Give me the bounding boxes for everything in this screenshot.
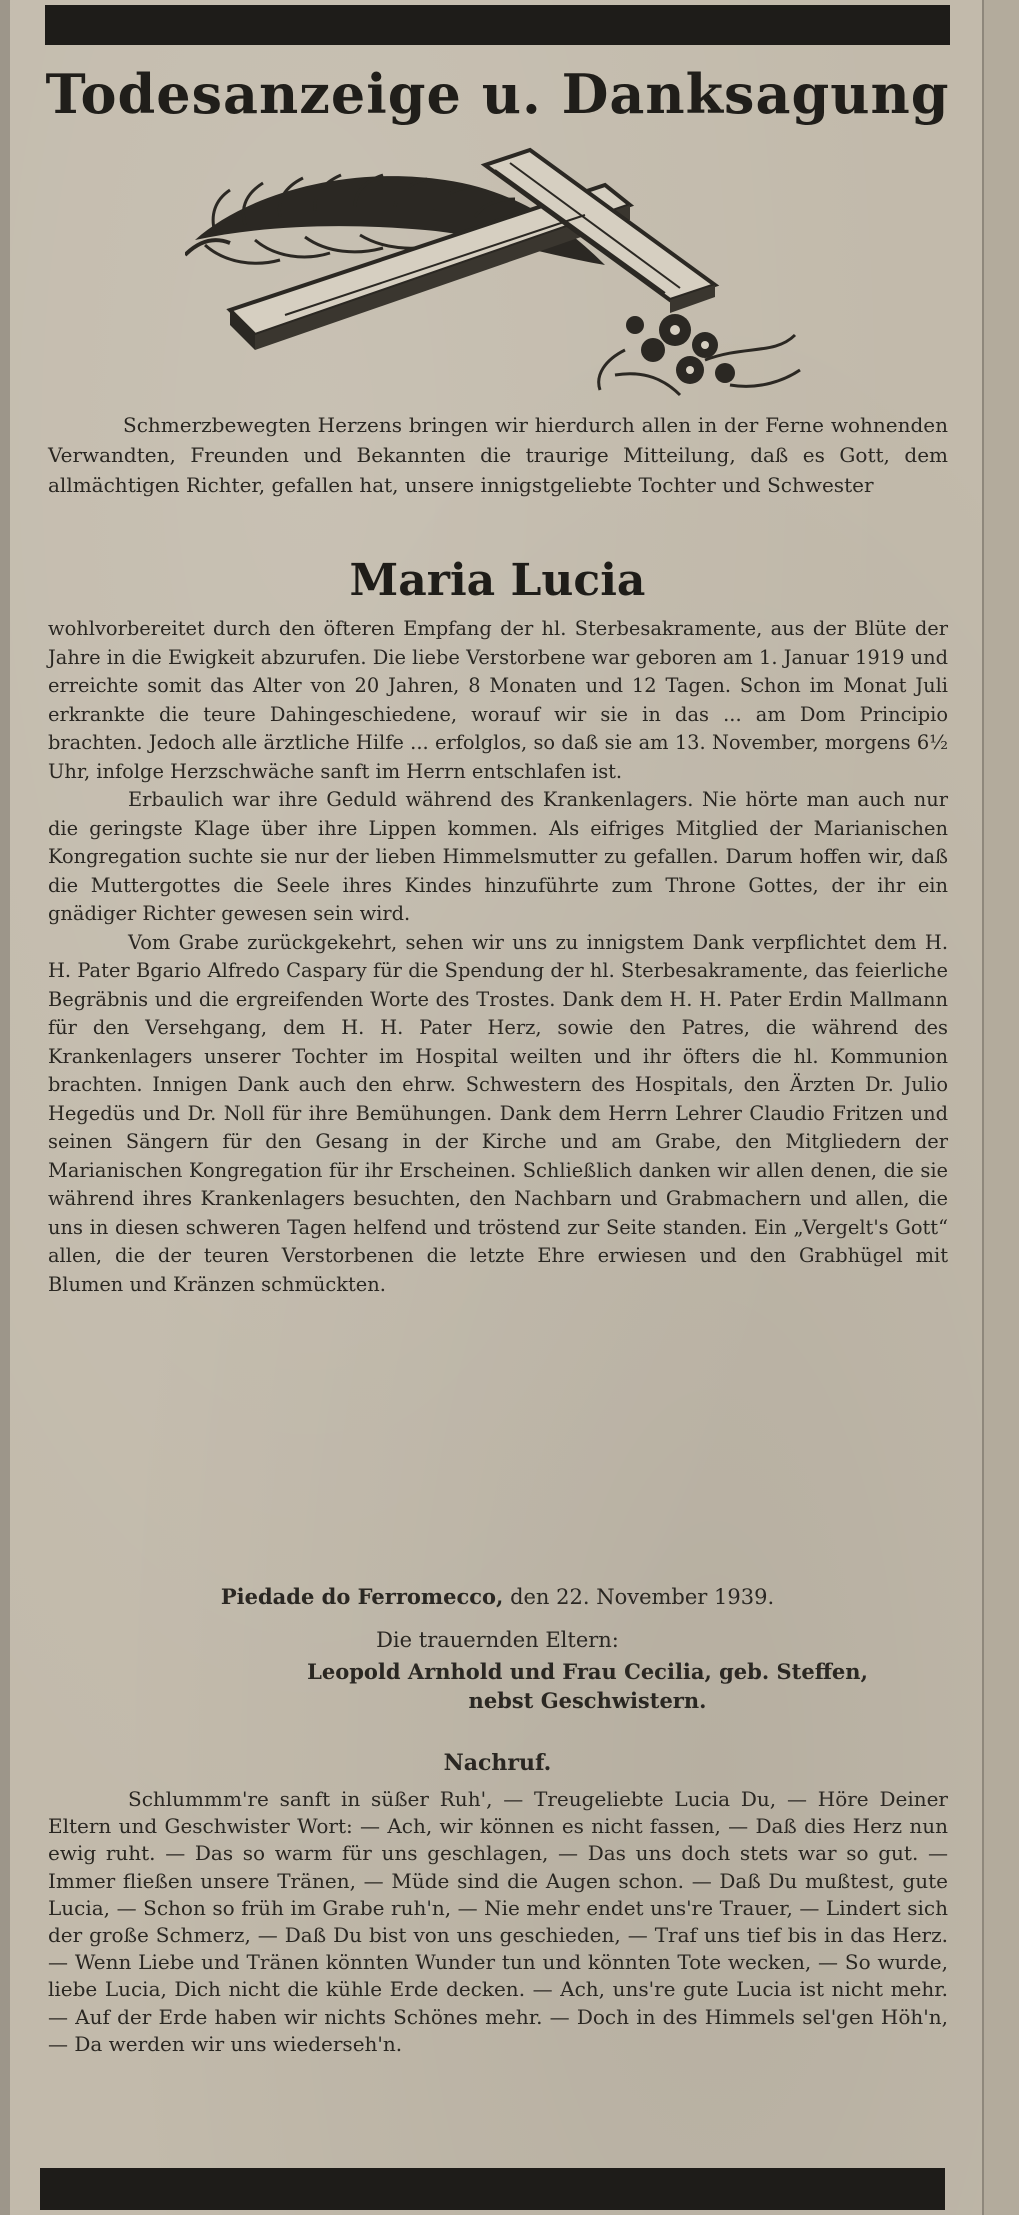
intro-paragraph: Schmerzbewegten Herzens bringen wir hierdurch allen in der Ferne wohnenden Verwandten, Freunden und Bekannten die traurige Mitteilung, daß es Gott, dem allmächtigen Richter, gefallen hat, unsere innigstgeliebte Tochter und Schwester xyxy=(48,413,948,497)
adjacent-column-edge xyxy=(982,0,1019,2215)
bottom-border-rule xyxy=(40,2168,945,2210)
cross-palm-icon xyxy=(185,145,825,400)
body-paragraph-1: wohlvorbereitet durch den öfteren Empfang der hl. Sterbesakramente, aus der Blüte der Jahre in die Ewigkeit abzurufen. Die liebe Verstorbene war geboren am 1. Januar 1919 und erreichte somit das Alter von 20 Jahren, 8 Monaten und 12 Tagen. Schon im Monat Juli erkrankte die teure Dahingeschiedene, worauf wir sie in das ... am Dom Principio brachten. Jedoch alle ärztliche Hilfe ... erfolglos, so daß sie am 13. November, morgens 6½ Uhr, infolge Herzschwäche sanft im Herrn entschlafen ist. xyxy=(48,617,948,783)
parents-block xyxy=(45,1657,950,1715)
headline: Todesanzeige u. Danksagung xyxy=(45,62,950,126)
date: den 22. November 1939. xyxy=(510,1585,775,1609)
place-name: Piedade do Ferromecco, xyxy=(220,1584,504,1609)
announcement-body xyxy=(48,615,948,1299)
parents-names: Leopold Arnhold und Frau Cecilia, geb. Steffen, xyxy=(307,1659,868,1684)
top-border-rule xyxy=(45,5,950,45)
nachruf-title: Nachruf. xyxy=(443,1750,552,1776)
left-page-edge xyxy=(0,0,10,2215)
deceased-name: Maria Lucia xyxy=(349,555,646,606)
body-paragraph-3: Vom Grabe zurückgekehrt, sehen wir uns zu innigstem Dank verpflichtet dem H. H. Pater Bgario Alfredo Caspary für die Spendung der hl. Sterbesakramente, das feierliche Begräbnis und die ergreifenden Worte des Trostes. Dank dem H. H. Pater Erdin Mallmann für den Versehgang, dem H. H. Pater Herz, sowie den Patres, die während des Krankenlagers unserer Tochter im Hospital weilten und ihr öfters die hl. Kommunion brachten. Innigen Dank auch den ehrw. Schwestern des Hospitals, den Ärzten Dr. Julio Hegedüs und Dr. Noll für ihre Bemühungen. Dank dem Herrn Lehrer Claudio Fritzen und seinen Sängern für den Gesang in der Kirche und am Grabe, den Mitgliedern der Marianischen Kongregation für ihr Erscheinen. Schließlich danken wir allen denen, die sie während ihres Krankenlagers besuchten, den Nachbarn und Grabmachern und allen, die uns in diesen schweren Tagen helfend und tröstend zur Seite standen. Ein „Vergelt's Gott“ allen, die der teuren Verstorbenen die letzte Ehre erwiesen und den Grabhügel mit Blumen und Kränzen schmückten. xyxy=(48,930,948,1296)
body-paragraph-2: Erbaulich war ihre Geduld während des Krankenlagers. Nie hörte man auch nur die geringste Klage über ihre Lippen kommen. Als eifriges Mitglied der Marianischen Kongregation suchte sie nur der lieben Himmelsmutter zu gefallen. Darum hoffen wir, daß die Muttergottes die Seele ihres Kindes hinzuführte zum Throne Gottes, der ihr ein gnädiger Richter gewesen sein wird. xyxy=(48,788,948,925)
nachruf-poem: Schlummm're sanft in süßer Ruh', — Treugeliebte Lucia Du, — Höre Deiner Eltern und Geschwister Wort: — Ach, wir können es nicht fassen, — Daß dies Herz nun ewig ruht. — Das so warm für uns geschlagen, — Das uns doch stets war so gut. — Immer fließen unsere Tränen, — Müde sind die Augen schon. — Daß Du mußtest, gute Lucia, — Schon so früh im Grabe ruh'n, — Nie mehr endet uns're Trauer, — Lindert sich der große Schmerz, — Daß Du bist von uns geschieden, — Traf uns tief bis in das Herz. — Wenn Liebe und Tränen könnten Wunder tun und könnten Tote wecken, — So wurde, liebe Lucia, Dich nicht die kühle Erde decken. — Ach, uns're gute Lucia ist nicht mehr. — Auf der Erde haben wir nichts Schönes mehr. — Doch in des Himmels sel'gen Höh'n, — Da werden wir uns wiederseh'n. xyxy=(48,1787,948,2056)
siblings-line: nebst Geschwistern. xyxy=(468,1688,707,1713)
mourners-label: Die trauernden Eltern: xyxy=(376,1628,619,1652)
place-date-line xyxy=(45,1582,950,1612)
